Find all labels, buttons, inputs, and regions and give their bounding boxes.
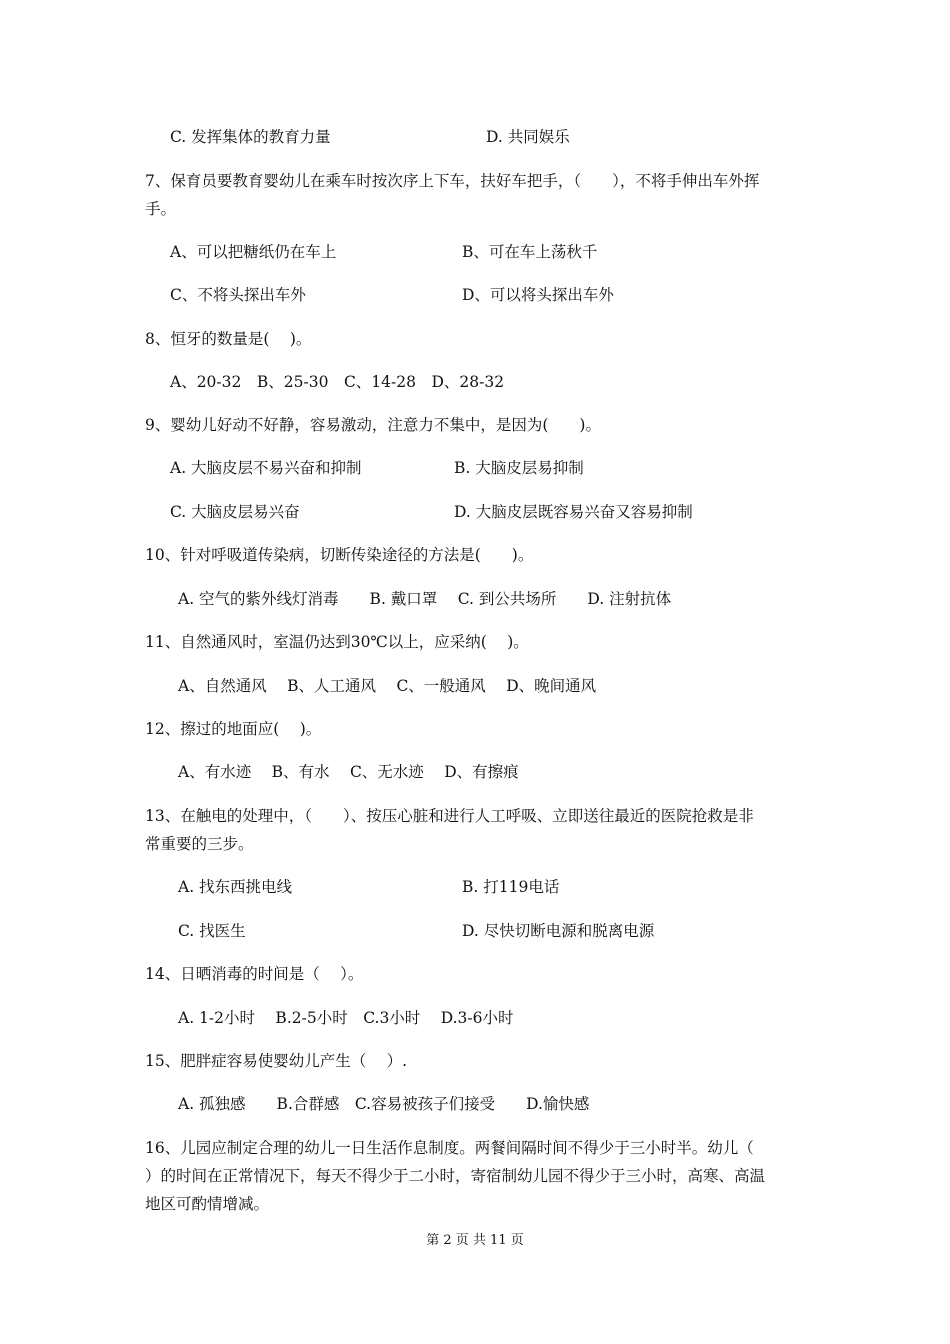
option-c: C. 找医生 bbox=[178, 922, 246, 940]
question-15: 15、肥胖症容易使婴幼儿产生（ ）. bbox=[145, 1052, 408, 1070]
question-7: 7、保育员要教育婴幼儿在乘车时按次序上下车，扶好车把手，（ ），不将手伸出车外挥 bbox=[145, 172, 760, 190]
options-11: A、自然通风 B、人工通风 C、一般通风 D、晚间通风 bbox=[178, 677, 597, 695]
options-15: A. 孤独感 B.合群感 C.容易被孩子们接受 D.愉快感 bbox=[178, 1095, 590, 1113]
options-14: A. 1-2小时 B.2-5小时 C.3小时 D.3-6小时 bbox=[178, 1009, 514, 1027]
question-16-cont: 地区可酌情增减。 bbox=[145, 1195, 270, 1213]
question-11: 11、自然通风时，室温仍达到30℃以上，应采纳( )。 bbox=[145, 633, 529, 651]
options-12: A、有水迹 B、有水 C、无水迹 D、有擦痕 bbox=[178, 763, 519, 781]
question-12: 12、擦过的地面应( )。 bbox=[145, 720, 322, 738]
question-16-cont: ）的时间在正常情况下，每天不得少于二小时，寄宿制幼儿园不得少于三小时，高寒、高温 bbox=[145, 1167, 766, 1185]
option-c: C. 发挥集体的教育力量 bbox=[170, 128, 331, 146]
option-c: C. 大脑皮层易兴奋 bbox=[170, 503, 300, 521]
option-a: A、可以把糖纸仍在车上 bbox=[170, 243, 337, 261]
question-13: 13、在触电的处理中，（ ）、按压心脏和进行人工呼吸、立即送往最近的医院抢救是非 bbox=[145, 807, 754, 825]
question-9: 9、婴幼儿好动不好静，容易激动，注意力不集中，是因为( )。 bbox=[145, 416, 601, 434]
option-a: A. 找东西挑电线 bbox=[178, 878, 293, 896]
option-a: A. 大脑皮层不易兴奋和抑制 bbox=[170, 459, 362, 477]
option-b: B. 打119电话 bbox=[462, 878, 560, 896]
options-10: A. 空气的紫外线灯消毒 B. 戴口罩 C. 到公共场所 D. 注射抗体 bbox=[178, 590, 672, 608]
option-d: D. 尽快切断电源和脱离电源 bbox=[462, 922, 655, 940]
question-8: 8、恒牙的数量是( )。 bbox=[145, 330, 312, 348]
options-8: A、20-32 B、25-30 C、14-28 D、28-32 bbox=[170, 373, 505, 391]
option-b: B. 大脑皮层易抑制 bbox=[454, 459, 584, 477]
option-b: B、可在车上荡秋千 bbox=[462, 243, 598, 261]
option-d: D、可以将头探出车外 bbox=[462, 286, 614, 304]
option-d: D. 共同娱乐 bbox=[486, 128, 570, 146]
question-16: 16、儿园应制定合理的幼儿一日生活作息制度。两餐间隔时间不得少于三小时半。幼儿（ bbox=[145, 1139, 754, 1157]
question-10: 10、针对呼吸道传染病，切断传染途径的方法是( )。 bbox=[145, 546, 534, 564]
question-13-cont: 常重要的三步。 bbox=[145, 835, 254, 853]
question-7-cont: 手。 bbox=[145, 200, 177, 218]
question-14: 14、日晒消毒的时间是（ ）。 bbox=[145, 965, 364, 983]
page-footer: 第 2 页 共 11 页 bbox=[426, 1233, 524, 1248]
option-c: C、不将头探出车外 bbox=[170, 286, 306, 304]
option-d: D. 大脑皮层既容易兴奋又容易抑制 bbox=[454, 503, 693, 521]
